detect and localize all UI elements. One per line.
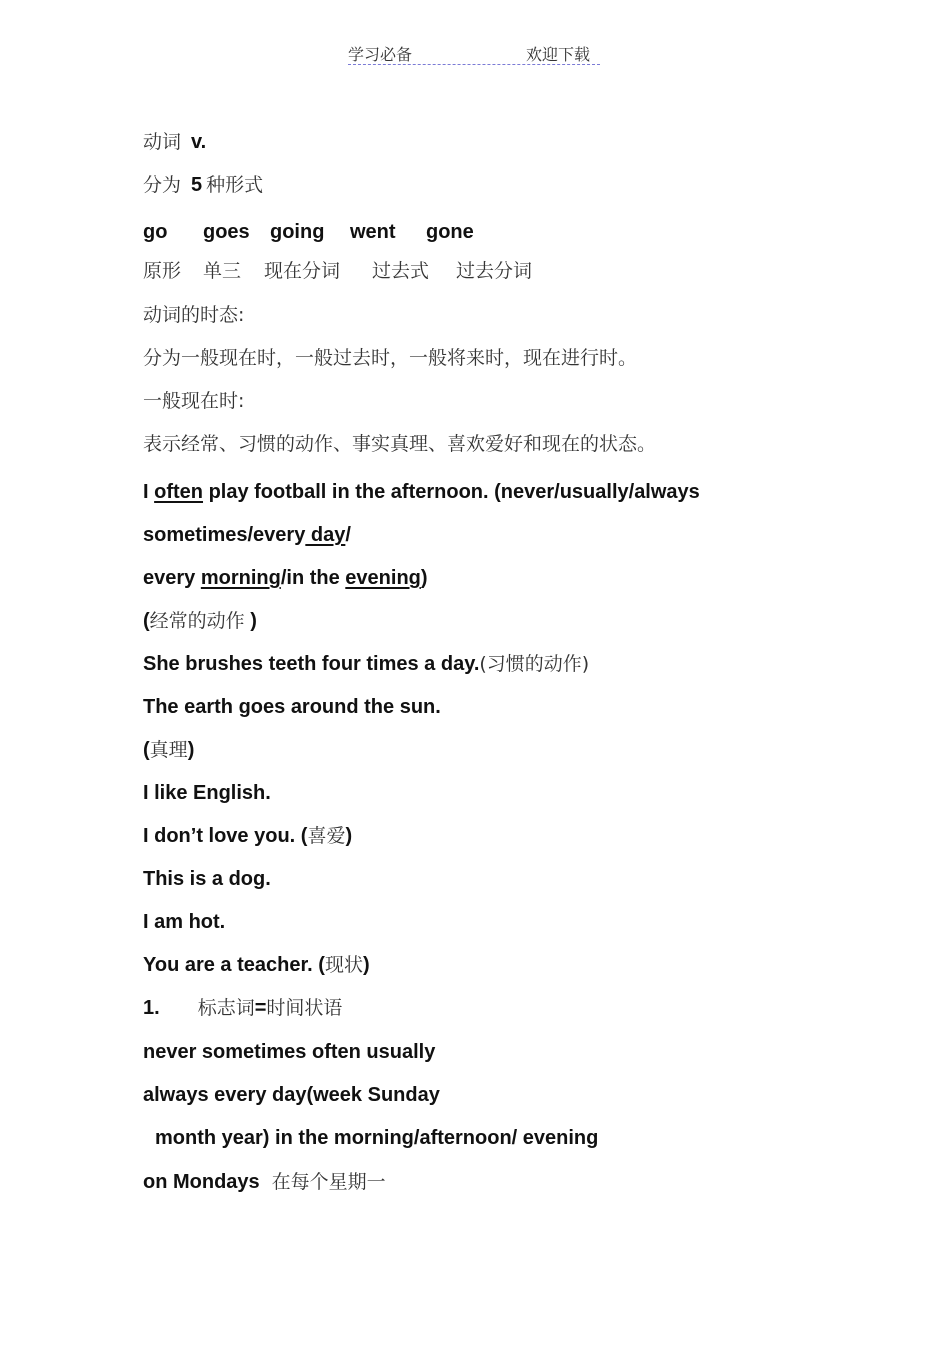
five-forms-cn2: 种形式 xyxy=(206,174,264,196)
simple-present-def: 表示经常、习惯的动作、事实真理、喜欢爱好和现在的状态。 xyxy=(143,433,657,455)
paren-close: ) xyxy=(187,739,195,761)
example-dog: This is a dog. xyxy=(143,868,271,890)
signal-words-cn: 标志词 xyxy=(197,997,255,1019)
dont-love-en: I don’t love you. ( xyxy=(143,825,308,847)
form-label-third: 单三 xyxy=(203,260,242,282)
verb-abbr: v. xyxy=(191,131,207,153)
example-dont-love xyxy=(143,826,352,846)
note-truth xyxy=(143,740,194,760)
signal-words-heading xyxy=(143,998,342,1018)
note-truth-cn: 真理 xyxy=(149,739,188,761)
form-label-past-participle: 过去分词 xyxy=(456,260,533,282)
paren-close: ) xyxy=(244,610,257,632)
page-header xyxy=(348,42,600,65)
every-day-underlined: day xyxy=(305,524,346,546)
verb-cn: 动词 xyxy=(143,131,182,153)
tense-list: 分为一般现在时，一般过去时，一般将来时，现在进行时。 xyxy=(143,347,638,369)
brushes-cn: (习惯的动作) xyxy=(479,653,590,675)
tense-heading: 动词的时态: xyxy=(143,304,245,326)
paren-close: ) xyxy=(345,825,353,847)
title-verb xyxy=(143,132,206,152)
note-habitual-cn: 经常的动作 xyxy=(149,610,245,632)
paren-open: ( xyxy=(143,739,150,761)
form-label-past: 过去式 xyxy=(372,260,430,282)
evening-underlined: evening xyxy=(345,567,421,589)
item-number: 1. xyxy=(143,997,160,1019)
form-go: go xyxy=(143,221,168,243)
every-day-b: / xyxy=(345,524,351,546)
example-hot: I am hot. xyxy=(143,911,226,933)
me-b: /in the xyxy=(280,567,346,589)
on-mondays-en: on Mondays xyxy=(143,1171,260,1193)
signal-words-4 xyxy=(143,1172,386,1192)
form-gone: gone xyxy=(426,221,474,243)
form-label-present-participle: 现在分词 xyxy=(264,260,341,282)
example-often-underlined: often xyxy=(154,481,204,503)
on-mondays-cn: 在每个星期一 xyxy=(271,1171,386,1193)
five-forms-line xyxy=(143,175,263,195)
header-left-text: 学习必备 xyxy=(348,45,413,64)
paren-open: ( xyxy=(143,610,150,632)
example-earth: The earth goes around the sun. xyxy=(143,696,441,718)
example-often-b: play football in the afternoon. (never/usually/always xyxy=(203,481,700,503)
form-label-base: 原形 xyxy=(143,260,182,282)
me-a: every xyxy=(143,567,201,589)
time-adverbial-cn: 时间状语 xyxy=(266,997,343,1019)
example-morning-evening xyxy=(143,568,428,588)
example-teacher xyxy=(143,955,370,975)
example-often xyxy=(143,482,700,502)
me-c: ) xyxy=(420,567,428,589)
dont-love-cn: 喜爱 xyxy=(307,825,346,847)
form-goes: goes xyxy=(203,221,250,243)
morning-underlined: morning xyxy=(200,567,281,589)
five-forms-num: 5 xyxy=(191,174,203,196)
signal-words-2: always every day(week Sunday xyxy=(143,1084,440,1106)
example-every-day xyxy=(143,525,351,545)
teacher-cn: 现状 xyxy=(324,954,363,976)
header-right-text: 欢迎下载 xyxy=(526,45,591,64)
simple-present-heading: 一般现在时: xyxy=(143,390,245,412)
form-went: went xyxy=(350,221,396,243)
paren-close: ) xyxy=(362,954,370,976)
note-habitual xyxy=(143,611,257,631)
signal-words-3: month year) in the morning/afternoon/ evening xyxy=(155,1127,599,1149)
example-often-a: I xyxy=(143,481,155,503)
brushes-en: She brushes teeth four times a day. xyxy=(143,653,480,675)
signal-words-1: never sometimes often usually xyxy=(143,1041,436,1063)
form-going: going xyxy=(270,221,325,243)
teacher-en: You are a teacher. ( xyxy=(143,954,325,976)
example-like-english: I like English. xyxy=(143,782,271,804)
five-forms-cn1: 分为 xyxy=(143,174,182,196)
example-brushes xyxy=(143,654,589,674)
every-day-a: sometimes/every xyxy=(143,524,306,546)
equals-sign: = xyxy=(254,997,267,1019)
